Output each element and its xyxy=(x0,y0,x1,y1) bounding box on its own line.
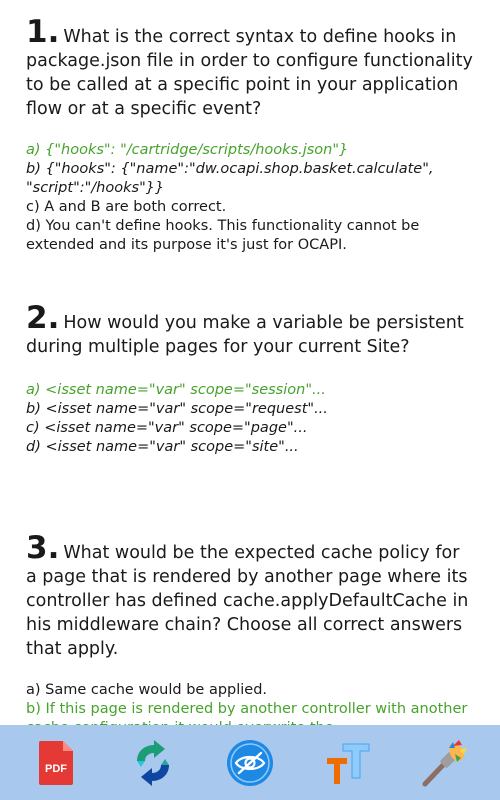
answer-option[interactable]: c) A and B are both correct. xyxy=(26,199,227,215)
question-2 xyxy=(26,300,474,457)
question-1-heading xyxy=(26,14,474,121)
pdf-icon xyxy=(36,739,76,787)
answer-option[interactable]: b) If this page is rendered by another controller with another xyxy=(26,701,468,717)
paint-app-button[interactable] xyxy=(416,735,472,791)
eye-off-icon xyxy=(225,738,275,788)
app-dock xyxy=(0,725,500,800)
answer-list xyxy=(26,141,474,255)
question-1 xyxy=(26,14,474,255)
eye-app-button[interactable] xyxy=(222,735,278,791)
question-3 xyxy=(26,530,474,738)
text-tt-icon xyxy=(321,738,373,788)
sync-app-button[interactable] xyxy=(125,735,181,791)
question-number: 3. xyxy=(26,530,60,566)
sync-arrows-icon xyxy=(127,737,179,789)
answer-option[interactable]: a) <isset name="var" scope="session"... xyxy=(26,382,326,398)
question-number: 1. xyxy=(26,14,60,50)
question-text: How would you make a variable be persistent during multiple pages for your current Site? xyxy=(26,313,464,357)
answer-option[interactable]: d) You can't define hooks. This functionality cannot be extended and its purpose it's just for OCAPI. xyxy=(26,218,420,253)
question-text: What is the correct syntax to define hooks in package.json file in order to configure functionality to be called at a specific point in your application flow or at a specific event? xyxy=(26,27,473,119)
pdf-icon-label: PDF xyxy=(45,762,68,775)
question-text: What would be the expected cache policy for a page that is rendered by another page where its controller has defined cache.applyDefaultCache in his middleware chain? Choose all correct answers that apply. xyxy=(26,543,469,659)
answer-option[interactable]: a) {"hooks": "/cartridge/scripts/hooks.json"} xyxy=(26,142,349,158)
question-number: 2. xyxy=(26,300,60,336)
answer-list xyxy=(26,381,474,457)
answer-option[interactable]: d) <isset name="var" scope="site"... xyxy=(26,439,299,455)
answer-option[interactable]: b) <isset name="var" scope="request"... xyxy=(26,401,328,417)
question-3-heading xyxy=(26,530,474,661)
question-2-heading xyxy=(26,300,474,359)
answer-option[interactable]: c) <isset name="var" scope="page"... xyxy=(26,420,308,436)
paint-brush-icon xyxy=(417,736,471,790)
answer-option[interactable]: b) {"hooks": {"name":"dw.ocapi.shop.basket.calculate", "script":"/hooks"}} xyxy=(26,161,434,196)
answer-option[interactable]: a) Same cache would be applied. xyxy=(26,682,268,698)
text-app-button[interactable] xyxy=(319,735,375,791)
pdf-app-button[interactable] xyxy=(28,735,84,791)
